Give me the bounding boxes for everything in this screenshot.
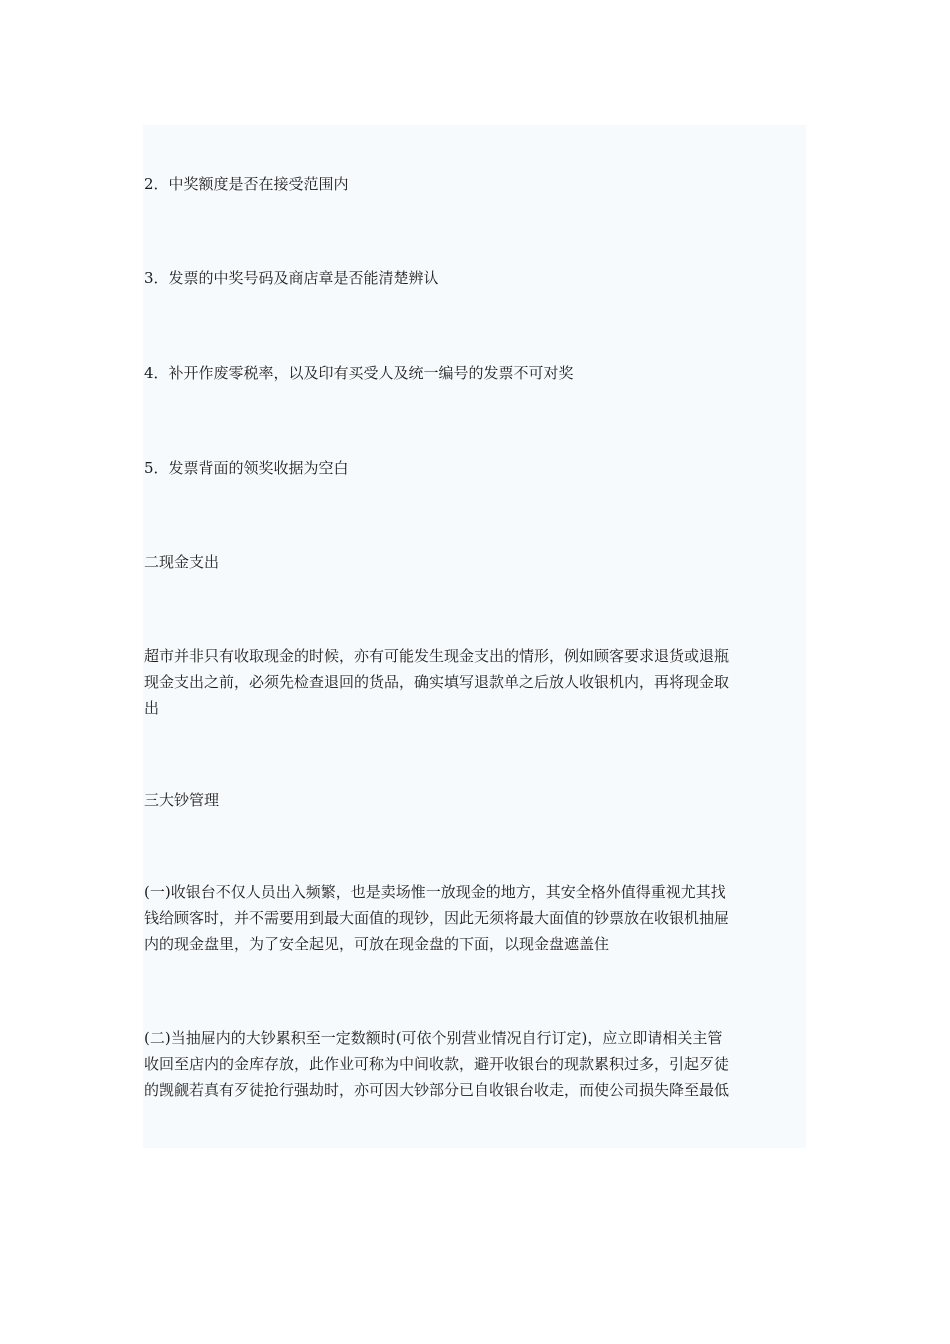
paragraph-prize-number <box>144 265 804 291</box>
text-line: 现金支出之前，必须先检查退回的货品，确实填写退款单之后放人收银机内，再将现金取 <box>144 673 730 691</box>
paragraph-cash-expenditure <box>144 643 804 721</box>
text-line: 超市并非只有收取现金的时候，亦有可能发生现金支出的情形，例如顾客要求退货或退瓶 <box>144 647 730 665</box>
text-line: (一)收银台不仅人员出入频繁，也是卖场惟一放现金的地方，其安全格外值得重视尤其找 <box>144 883 726 901</box>
text-line: 出 <box>144 699 160 717</box>
text-line: 内的现金盘里，为了安全起见，可放在现金盘的下面，以现金盘遮盖住 <box>144 935 610 953</box>
section-heading-cash-expenditure <box>144 549 804 575</box>
text-line: 三大钞管理 <box>144 791 220 809</box>
paragraph-invalid-invoice <box>144 360 804 386</box>
paragraph-prize-amount <box>144 171 804 197</box>
text-line: 4．补开作废零税率，以及印有买受人及统一编号的发票不可对奖 <box>144 364 574 382</box>
paragraph-large-notes-2 <box>144 1025 804 1103</box>
text-line: 二现金支出 <box>144 553 220 571</box>
text-line: 2．中奖额度是否在接受范围内 <box>144 175 349 193</box>
paragraph-receipt-blank <box>144 455 804 481</box>
paragraph-large-notes-1 <box>144 879 804 957</box>
text-line: 5．发票背面的领奖收据为空白 <box>144 459 349 477</box>
text-line: 3．发票的中奖号码及商店章是否能清楚辨认 <box>144 269 439 287</box>
text-line: 收回至店内的金库存放，此作业可称为中间收款，避开收银台的现款累积过多，引起歹徒 <box>144 1055 730 1073</box>
section-heading-large-notes <box>144 787 804 813</box>
text-line: 钱给顾客时，并不需要用到最大面值的现钞，因此无须将最大面值的钞票放在收银机抽屉 <box>144 909 730 927</box>
text-line: (二)当抽屉内的大钞累积至一定数额时(可依个别营业情况自行订定)，应立即请相关主管 <box>144 1029 723 1047</box>
text-line: 的觊觎若真有歹徒抢行强劫时，亦可因大钞部分已自收银台收走，而使公司损失降至最低 <box>144 1081 730 1099</box>
